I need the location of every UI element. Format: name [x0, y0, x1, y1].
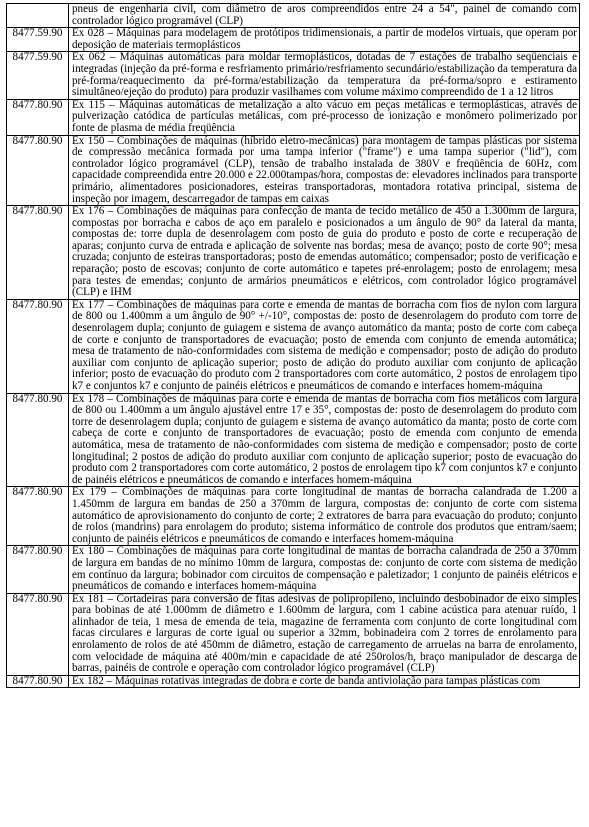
ncm-code: 8477.80.90 — [7, 135, 69, 206]
ncm-code: 8477.59.90 — [7, 52, 69, 99]
ex-description: Ex 062 – Máquinas automáticas para moldar termoplásticos, dotadas de 7 estações de trabalho seqüenciais e integradas (injeção da pré-forma e resfriamento primário/resfriamento secundário/estabilização da temperatura da pré-forma/reaquecimento da pré-forma/estabilização da temperatura da pré-forma/sopro e estiramento simultâneo/ejeção do produto) para produzir vasilhames com volume máximo compreendido de 1 a 12 litros — [69, 52, 580, 99]
ncm-code: 8477.59.90 — [7, 28, 69, 52]
table-row — [7, 299, 580, 393]
table-row — [7, 4, 580, 28]
table-row — [7, 135, 580, 206]
table-row — [7, 546, 580, 593]
table-row — [7, 206, 580, 300]
ex-description: Ex 181 – Cortadeiras para conversão de fitas adesivas de polipropileno, incluindo desbobinador de eixo simples para bobinas de até 1.000mm de diâmetro e 1.600mm de largura, com 1 cabine acústica para atenuar ruído, 1 alinhador de teia, 1 mesa de emenda de teia, magazine de ferramenta com conjunto de corte longitudinal com facas circulares e larguras de corte igual ou superior a 32mm, bobinadeira com 2 torres de enrolamento para enrolamento de rolos de até 450mm de diâmetro, estação de carregamento de arruelas na barra de enrolamento, com velocidade de máquina até 400m/min e capacidade de até 250rolos/h, braço manipulador de descarga de barras, painéis de controle e operação com controlador lógico programável (CLP) — [69, 593, 580, 675]
ex-description: Ex 178 – Combinações de máquinas para corte e emenda de mantas de borracha com fios metálicos com largura de 800 ou 1.400mm a um ângulo ajustável entre 17 e 35°, compostas de: posto de desenrolagem do produto com torre de desenrolagem dupla; conjunto de guiagem e sistema de avanço automático da manta; posto de corte com cabeça de corte e conjunto de transportadores de evacuação; posto de emenda com conjunto de emenda automática, mesa de tratamento de não-conformidades com sistema de medição e compensador; posto de corte longitudinal; 2 postos de adição do produto auxiliar com conjunto de aplicação superior; posto de evacuação do produto com 2 transportadores com corte automático, 2 postos de enrolagem tipo k7 com conjuntos k7 e conjunto de painéis elétricos e pneumáticos de comando e interfaces homem-máquina — [69, 393, 580, 487]
ncm-code: 8477.80.90 — [7, 546, 69, 593]
ncm-code: 8477.80.90 — [7, 593, 69, 675]
tariff-table — [6, 3, 580, 688]
ncm-code: 8477.80.90 — [7, 675, 69, 688]
table-row — [7, 393, 580, 487]
ex-description: pneus de engenharia civil, com diâmetro de aros compreendidos entre 24 a 54", painel de comando com controlador lógico programável (CLP) — [69, 4, 580, 28]
table-row — [7, 99, 580, 135]
ncm-code: 8477.80.90 — [7, 99, 69, 135]
ncm-code: 8477.80.90 — [7, 206, 69, 300]
table-row — [7, 487, 580, 546]
ex-description: Ex 180 – Combinações de máquinas para corte longitudinal de mantas de borracha calandrada de 250 a 370mm de largura em bandas de no mínimo 10mm de largura, compostas de: conjunto de corte com sistema de medição em contínuo da largura; bobinador com circuitos de compensação e paletizador; 1 conjunto de painéis elétricos e pneumáticos de comando e interfaces homem-máquina — [69, 546, 580, 593]
ex-description: Ex 150 – Combinações de máquinas (híbrido eletro-mecânicas) para montagem de tampas plásticas por sistema de compressão mecânica formada por uma tampa inferior ("frame") e uma tampa superior ("lid"), com controlador lógico programável (CLP), tensão de trabalho instalada de 380V e freqüência de 60Hz, com capacidade compreendida entre 20.000 e 22.000tampas/hora, compostas de: elevadores inclinados para transporte primário, alimentadores posicionadores, esteiras transportadoras, montadora rotativa principal, sistema de inspeção por imagem, descarregador de tampas em caixas — [69, 135, 580, 206]
table-row — [7, 675, 580, 688]
ncm-code: 8477.80.90 — [7, 299, 69, 393]
ex-description: Ex 182 – Máquinas rotativas integradas de dobra e corte de banda antiviolação para tampas plásticas com — [69, 675, 580, 688]
table-row — [7, 593, 580, 675]
ex-description: Ex 115 – Máquinas automáticas de metalização a alto vácuo em peças metálicas e termoplásticas, através de pulverização catódica de partículas metálicas, com pré-processo de ionização e monômero polimerizado por fonte de plasma de média freqüência — [69, 99, 580, 135]
table-row — [7, 52, 580, 99]
ncm-code — [7, 4, 69, 28]
ncm-code: 8477.80.90 — [7, 393, 69, 487]
ncm-code: 8477.80.90 — [7, 487, 69, 546]
ex-description: Ex 028 – Máquinas para modelagem de protótipos tridimensionais, a partir de modelos virtuais, que operam por deposição de materiais termoplásticos — [69, 28, 580, 52]
table-row — [7, 28, 580, 52]
ex-description: Ex 177 – Combinações de máquinas para corte e emenda de mantas de borracha com fios de nylon com largura de 800 ou 1.400mm a um ângulo de 90° +/-10°, compostas de: posto de desenrolagem do produto com torre de desenrolagem dupla; conjunto de guiagem e sistema de avanço automático da manta; posto de corte com cabeça de corte e conjunto de transportadores de evacuação; posto de emenda com conjunto de emenda automática; mesa de tratamento de não-conformidades com sistema de medição e compensador; posto de adição do produto auxiliar com conjunto de aplicação superior; posto de adição do produto auxiliar com conjunto de aplicação inferior; posto de evacuação do produto com 2 transportadores com corte automático, 2 postos de enrolagem tipo k7 e conjuntos k7 e conjunto de painéis elétricos e pneumáticos de comando e interfaces homem-máquina — [69, 299, 580, 393]
ex-description: Ex 176 – Combinações de máquinas para confecção de manta de tecido metálico de 450 a 1.300mm de largura, compostas por borracha e cabos de aço em paralelo e posicionados a um ângulo de 90° da lateral da manta, compostas de: torre dupla de desenrolagem com posto de guia do produto e posto de corte e recuperação de aparas; conjunto curva de entrada e aplicação de solvente nas bordas; mesa de avanço; posto de corte 90°; mesa cruzada; conjunto de esteiras transportadoras; posto de emendas automático; compensador; posto de verificação e reparação; posto de escovas; conjunto de corte automático e tapetes pré-enrolagem; posto de enrolagem; mesa para testes de emendas; conjunto de armários pneumáticos e elétricos, com controlador lógico programável (CLP) e IHM — [69, 206, 580, 300]
ex-description: Ex 179 – Combinações de máquinas para corte longitudinal de mantas de borracha calandrada de 1.200 a 1.450mm de largura em bandas de 250 a 370mm de largura, compostas de: conjunto de corte com sistema automático de aprovisionamento do conjunto de corte; 2 extratores de barra para evacuação do produto; conjunto de rolos (mandrins) para enrolagem do produto; sistema informático de controle dos produtos que entram/saem; conjunto de painéis elétricos e pneumáticos de comando e interfaces homem-máquina — [69, 487, 580, 546]
